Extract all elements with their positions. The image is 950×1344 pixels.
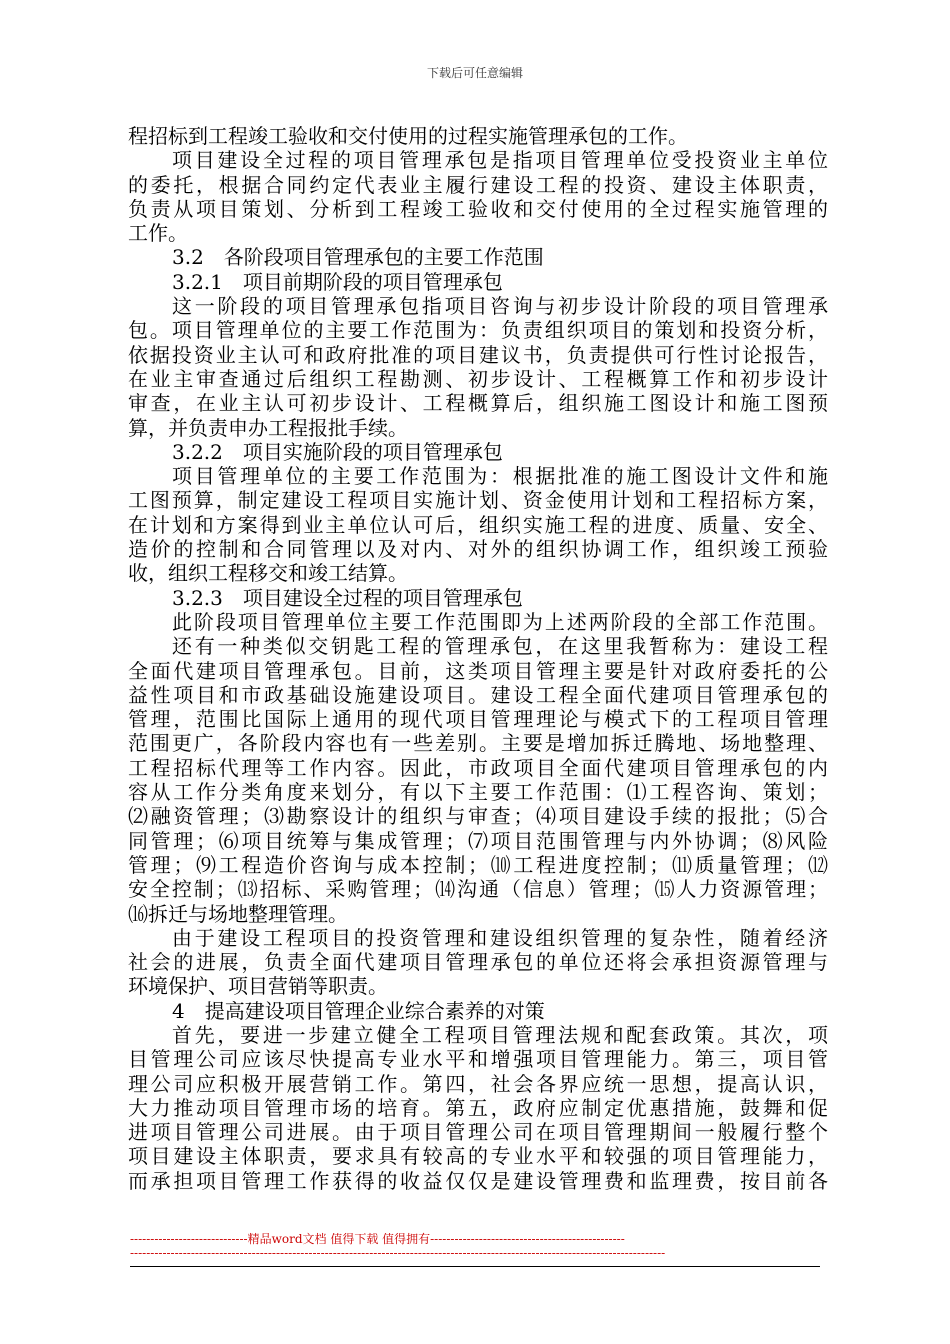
text-line: 大力推动项目管理市场的培育。第五，政府应制定优惠措施，鼓舞和促 xyxy=(128,1095,828,1120)
text-line: 依据投资业主认可和政府批准的项目建议书，负责提供可行性讨论报告， xyxy=(128,342,828,367)
text-line: 工程招标代理等工作内容。因此，市政项目全面代建项目管理承包的内 xyxy=(128,755,828,780)
text-line: 程招标到工程竣工验收和交付使用的过程实施管理承包的工作。 xyxy=(128,124,688,148)
text-line: 安全控制；⒀招标、采购管理；⒁沟通（信息）管理；⒂人力资源管理； xyxy=(128,877,828,902)
text-line: 3.2.1 项目前期阶段的项目管理承包 xyxy=(172,269,503,294)
text-line: 在业主审查通过后组织工程勘测、初步设计、工程概算工作和初步设计 xyxy=(128,366,828,391)
text-line: 容从工作分类角度来划分，有以下主要工作范围：⑴工程咨询、策划； xyxy=(128,780,828,805)
text-line: 项目建设主体职责，要求具有较高的专业水平和较强的项目管理能力， xyxy=(128,1144,828,1169)
text-line: 全面代建项目管理承包。目前，这类项目管理主要是针对政府委托的公 xyxy=(128,658,828,683)
text-line: 而承担项目管理工作获得的收益仅仅是建设管理费和监理费，按目前各 xyxy=(128,1168,828,1193)
text-line: 目管理公司应该尽快提高专业水平和增强项目管理能力。第三，项目管 xyxy=(128,1047,828,1072)
text-line: 项目管理单位的主要工作范围为：根据批准的施工图设计文件和施 xyxy=(172,464,828,489)
text-line: 管理；⑼工程造价咨询与成本控制；⑽工程进度控制；⑾质量管理；⑿ xyxy=(128,852,828,877)
text-line: 首先，要进一步建立健全工程项目管理法规和配套政策。其次，项 xyxy=(172,1022,828,1047)
footer-watermark-line: -----------------------------精品word文档 值得下载 值得拥有------------------------------------------------ xyxy=(130,1232,625,1246)
text-line: 收，组织工程移交和竣工结算。 xyxy=(128,561,408,586)
text-line: 益性项目和市政基础设施建设项目。建设工程全面代建项目管理承包的 xyxy=(128,682,828,707)
text-line: 工作。 xyxy=(128,221,188,246)
text-line: 进项目管理公司进展。由于项目管理公司在项目管理期间一般履行整个 xyxy=(128,1120,828,1145)
text-line: 造价的控制和合同管理以及对内、对外的组织协调工作，组织竣工预验 xyxy=(128,537,828,562)
text-line: 此阶段项目管理单位主要工作范围即为上述两阶段的全部工作范围。 xyxy=(172,609,828,634)
text-line: 负责从项目策划、分析到工程竣工验收和交付使用的全过程实施管理的 xyxy=(128,196,828,221)
page-header: 下载后可任意编辑 xyxy=(426,66,523,80)
text-line: 在计划和方案得到业主单位认可后，组织实施工程的进度、质量、安全、 xyxy=(128,512,828,537)
text-line: 理公司应积极开展营销工作。第四，社会各界应统一思想，提高认识， xyxy=(128,1071,828,1096)
text-line: 同管理；⑹项目统筹与集成管理；⑺项目范围管理与内外协调；⑻风险 xyxy=(128,828,828,853)
text-line: 还有一种类似交钥匙工程的管理承包，在这里我暂称为：建设工程 xyxy=(172,634,828,659)
text-line: 3.2 各阶段项目管理承包的主要工作范围 xyxy=(172,245,544,270)
text-line: 项目建设全过程的项目管理承包是指项目管理单位受投资业主单位 xyxy=(172,148,828,173)
text-line: 审查，在业主认可初步设计、工程概算后，组织施工图设计和施工图预 xyxy=(128,391,828,416)
text-line: 范围更广，各阶段内容也有一些差别。主要是增加拆迁腾地、场地整理、 xyxy=(128,731,828,756)
text-line: 这一阶段的项目管理承包指项目咨询与初步设计阶段的项目管理承 xyxy=(172,294,828,319)
text-line: 由于建设工程项目的投资管理和建设组织管理的复杂性，随着经济 xyxy=(172,925,828,950)
footer-dash-line: ------------------------------------------------------------------------------------------------------------------------------------ xyxy=(130,1246,666,1260)
text-line: 的委托，根据合同约定代表业主履行建设工程的投资、建设主体职责， xyxy=(128,172,828,197)
text-line: ⒃拆迁与场地整理管理。 xyxy=(128,901,348,926)
text-line: ⑵融资管理；⑶勘察设计的组织与审查；⑷项目建设手续的报批；⑸合 xyxy=(128,804,828,829)
text-line: 3.2.2 项目实施阶段的项目管理承包 xyxy=(172,439,503,464)
text-line: 3.2.3 项目建设全过程的项目管理承包 xyxy=(172,585,523,610)
page-footer xyxy=(130,1232,820,1267)
text-line: 4 提高建设项目管理企业综合素养的对策 xyxy=(172,998,545,1023)
footer-rule xyxy=(130,1266,820,1267)
document-body xyxy=(128,124,828,1193)
text-line: 包。项目管理单位的主要工作范围为：负责组织项目的策划和投资分析， xyxy=(128,318,828,343)
text-line: 算，并负责申办工程报批手续。 xyxy=(128,415,408,440)
text-line: 管理，范围比国际上通用的现代项目管理理论与模式下的工程项目管理 xyxy=(128,707,828,732)
text-line: 社会的进展，负责全面代建项目管理承包的单位还将会承担资源管理与 xyxy=(128,950,828,975)
text-line: 工图预算，制定建设工程项目实施计划、资金使用计划和工程招标方案， xyxy=(128,488,828,513)
text-line: 环境保护、项目营销等职责。 xyxy=(128,974,388,999)
